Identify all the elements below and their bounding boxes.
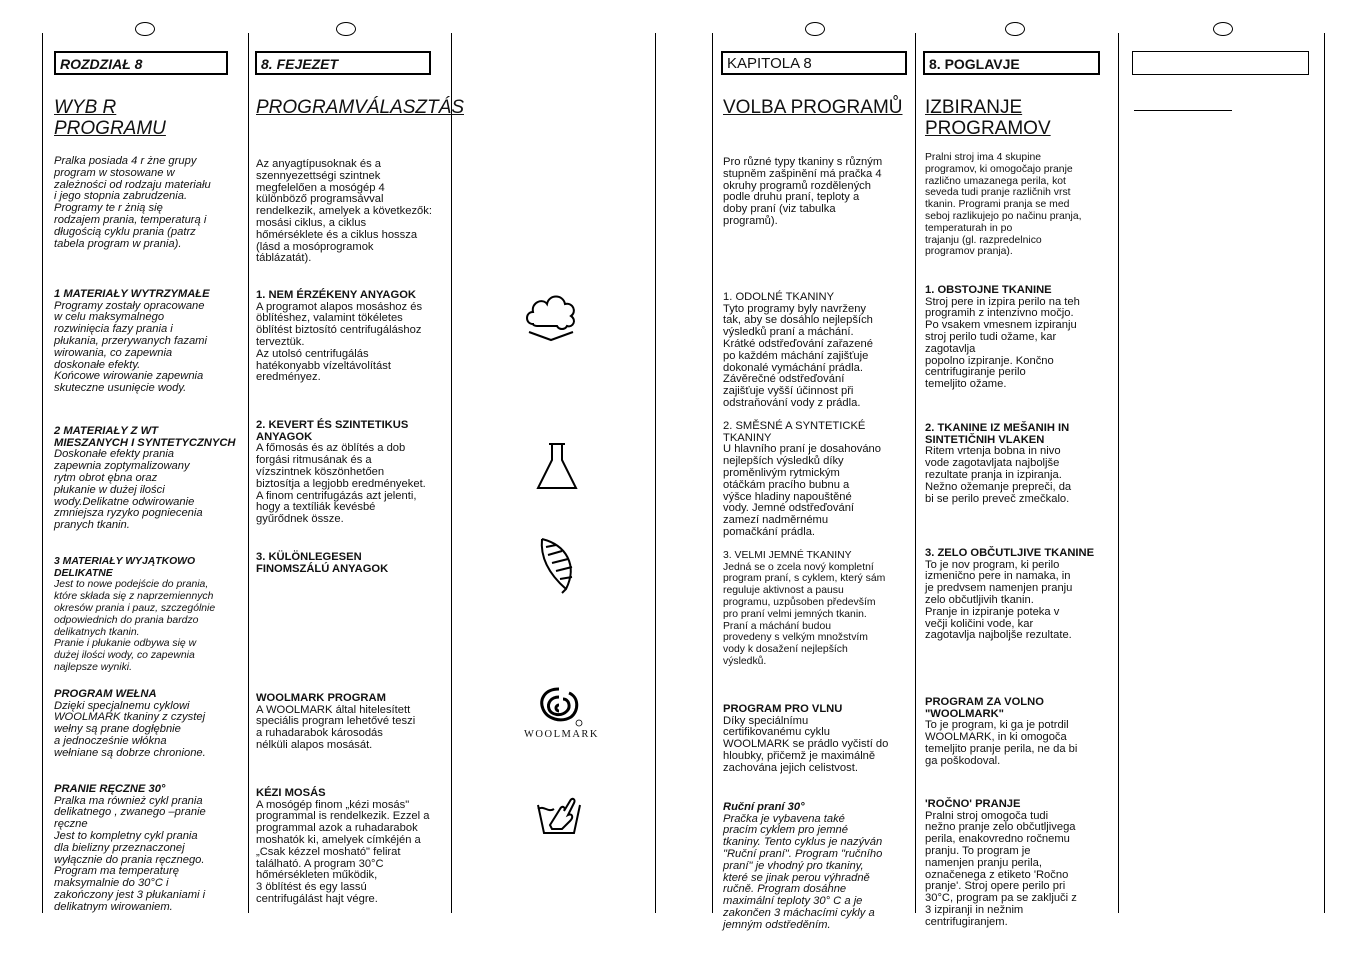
chapter-header-sl: 8. POGLAVJE	[923, 51, 1100, 75]
section-heading: 2. TKANINE IZ MEŠANIH IN SINTETIČNIH VLAKEN	[925, 421, 1070, 446]
section-heading: 3. VELMI JEMNÉ TKANINY	[723, 549, 852, 561]
wool-section-pl	[54, 677, 244, 760]
column-divider	[915, 33, 916, 913]
section-body: Pralni stroj omogoča tudi nežno pranje zelo občutljivega perila, enakovredno ročnemu pranju. To program je namenjen pranju perila, označenega z etiketo 'Ročno pranje'. Stroj opere perilo pri 30°C, program pa se zaključi z 3 izpiranji in nežnim centrifugiranjem.	[925, 809, 1077, 928]
section-3-cz	[723, 538, 911, 668]
section-body: Jedná se o zcela nový kompletní program praní, s cyklem, který sám reguluje aktivnost a pausu programu, uzpůsoben především pro praní velmi jemných tkanin. Praní a máchání budou provedeny s velkým množstvím vody k dosažení nejlepších výsledků.	[723, 561, 886, 667]
section-heading: 1 MATERIAŁY WYTRZYMAŁE	[54, 287, 210, 300]
column-divider	[248, 33, 249, 913]
section-2-cz	[723, 409, 911, 539]
section-heading: 3. ZELO OBČUTLJIVE TKANINE	[925, 546, 1095, 559]
column-divider	[712, 33, 713, 913]
section-body: A főmosás és az öblítés a dob forgási ritmusának és a vízszintnek köszönhetően biztosítja a legjobb eredményeket. A finom centrifugázás azt jelenti, hogy a textíliák kevésbé gyűrődnek össze.	[256, 442, 426, 526]
section-body: To je program, ki ga je potrdil WOOLMARK, in ki omogoča temeljito pranje perila, ne da bi ga poškodoval.	[925, 719, 1078, 767]
hand-wash-section-cz	[723, 790, 911, 932]
section-heading: 2. SMĚSNÉ A SYNTETICKÉ TKANINY	[723, 419, 866, 444]
section-1-sl	[925, 273, 1113, 391]
language-flag-circle	[1213, 22, 1233, 36]
section-title-hu: PROGRAMVÁLASZTÁS	[256, 97, 464, 118]
feather-icon	[536, 535, 580, 595]
section-1-pl	[54, 277, 244, 395]
section-body: Díky speciálnímu certifikovanému cyklu WOOLMARK se prádlo vyčistí do hloubky, přičemž je maximálně zachována jejich celistvost.	[723, 714, 889, 774]
section-body: To je nov program, ki perilo izmenično pere in namaka, in je predvsem namenjen pranju zelo občutljivih tkanin. Pranje in izpiranje poteka v večji količini vode, kar zagotavlja najboljše rezultate.	[925, 558, 1073, 642]
section-heading: 2 MATERIAŁY Z WT MIESZANYCH I SYNTETYCZNYCH	[54, 424, 236, 449]
section-heading: PRANIE RĘCZNE 30°	[54, 782, 166, 795]
woolmark-icon	[535, 685, 583, 727]
column-divider	[42, 33, 43, 913]
intro-text-cz: Pro různé typy tkaniny s různým stupněm zašpinění má pračka 4 okruhy programů rozdělených podle druhu praní, teploty a doby praní (viz tabulka programů).	[723, 156, 883, 227]
section-title-sl: IZBIRANJE PROGRAMOV	[925, 97, 1051, 139]
section-body: Dzięki specjalnemu cyklowi WOOLMARK tkaniny z czystej wełny są prane dogłębnie a jednocześnie włókna wełniane są dobrze chronione.	[54, 699, 206, 759]
chapter-header-hu: 8. FEJEZET	[255, 51, 431, 75]
section-heading: PROGRAM PRO VLNU	[723, 702, 843, 715]
section-3-sl	[925, 536, 1113, 642]
intro-text-sl: Pralni stroj ima 4 skupine programov, ki omogočajo pranje različno umazanega perila, kot seveda tudi pranje različnih vrst tkanin. Programi pranja se med seboj razlikujejo po načinu pranja, temperaturah in po trajanju (gl. razpredelnico programov pranja).	[925, 152, 1082, 258]
section-heading: 1. NEM ÉRZÉKENY ANYAGOK	[256, 288, 416, 301]
section-2-sl	[925, 411, 1113, 505]
intro-text-hu: Az anyagtípusoknak és a szennyezettségi szintnek megfelelően a mosógép 4 különböző programsávval rendelkezik, amelyek a következők: mosási ciklus, a ciklus hőmérséklete és a ciklus hossza (lásd a mosóprogramok táblázatát).	[256, 158, 432, 265]
language-flag-circle	[336, 22, 356, 36]
section-2-pl	[54, 414, 244, 532]
hand-wash-icon	[534, 795, 584, 839]
column-divider	[451, 33, 452, 913]
section-heading: PROGRAM ZA VOLNO "WOOLMARK"	[925, 695, 1044, 720]
hand-wash-section-pl	[54, 772, 244, 914]
language-flag-circle	[1005, 22, 1025, 36]
section-body: Pračka je vybavena také pracím cyklem pro jemné tkaniny. Tento cyklus je nazýván "Ruční praní". Program "ručního praní" je vhodný pro tkaniny, které se jinak perou výhradně ručně. Program dosáhne maximální teploty 30° C a je zakončen 3 máchacími cykly a jemným odstředěním.	[723, 812, 883, 931]
chapter-header-empty	[1132, 51, 1309, 75]
section-body: A programot alapos mosáshoz és öblítéshez, valamint tökéletes öblítést biztosító centrifugáláshoz terveztük. Az utolsó centrifugálás hatékonyabb vízeltávolítást eredményez.	[256, 300, 423, 384]
section-heading: 3 MATERIAŁY WYJĄTKOWO DELIKATNE	[54, 555, 196, 579]
section-body: Doskonałe efekty prania zapewnia zoptymalizowany rytm obrot ębna oraz płukanie w dużej ilości wody.Delikatne odwirowanie zmniejsza ryzyko pogniecenia pranych tkanin.	[54, 448, 203, 532]
section-heading: 1. ODOLNÉ TKANINY	[723, 290, 835, 303]
section-body: Tyto programy byly navrženy tak, aby se dosáhlo nejlepších výsledků praní a máchání. Krátké odstřeďování zařazené po každém máchání zajišťuje dokonalé vymáchání prádla. Závěrečné odstřeďování zajišťuje vyšší účinnost při odstraňování vody z prádla.	[723, 302, 873, 409]
section-heading: KÉZI MOSÁS	[256, 786, 326, 799]
wool-section-cz	[723, 692, 911, 775]
title-underline-empty	[1134, 110, 1232, 111]
hand-wash-section-sl	[925, 787, 1113, 929]
language-flag-circle	[805, 22, 825, 36]
section-heading: 3. KÜLÖNLEGESEN FINOMSZÁLÚ ANYAGOK	[256, 550, 389, 575]
section-3-pl	[54, 544, 244, 674]
section-body: Jest to nowe podejście do prania, które składa się z naprzemiennych okresów prania i pauz, szczególnie odpowiednich do prania bardzo delikatnych tkanin. Pranie i płukanie odbywa się w dużej ilości wody, co zapewnia najlepsze wyniki.	[54, 579, 216, 673]
section-1-hu	[256, 278, 448, 384]
hand-wash-section-hu	[256, 776, 448, 906]
section-body: Ritem vrtenja bobna in nivo vode zagotavljata najboljše rezultate pranja in izpiranja. Nežno ožemanje prepreči, da bi se perilo preveč zmečkalo.	[925, 445, 1072, 505]
section-heading: WOOLMARK PROGRAM	[256, 691, 386, 704]
section-body: A WOOLMARK által hitelesített speciális program lehetővé teszi a ruhadarabok károsodás nélküli alapos mosását.	[256, 703, 416, 751]
section-1-cz	[723, 280, 911, 410]
flask-icon	[534, 440, 580, 492]
section-3-hu	[256, 540, 448, 587]
section-body: Stroj pere in izpira perilo na teh programih z intenzivno močjo. Po vsakem vmesnem izpiranju stroj perilo tudi ožame, kar zagotavlja popolno izpiranje. Končno centrifugiranje perilo temeljito ožame.	[925, 295, 1080, 391]
cotton-cloud-icon	[523, 292, 579, 342]
wool-section-hu	[256, 681, 448, 752]
section-body: Programy zostały opracowane w celu maksymalnego rozwinięcia fazy prania i płukania, przerywanych fazami wirowania, co zapewnia doskonałe efekty. Końcowe wirowanie zapewnia skuteczne usunięcie wody.	[54, 299, 207, 395]
language-flag-circle	[135, 22, 155, 36]
section-title-cz: VOLBA PROGRAMŮ	[723, 97, 903, 118]
woolmark-label: WOOLMARK	[524, 729, 599, 740]
section-body: Pralka ma również cykl prania delikatnego , zwanego –pranie ręczne Jest to kompletny cykl prania dla bielizny przeznaczonej wyłącznie do prania ręcznego. Program ma temperaturę maksymalnie do 30°C i zakończony jest 3 płukaniami i delikatnym wirowaniem.	[54, 794, 206, 913]
wool-section-sl	[925, 685, 1113, 768]
intro-text-pl: Pralka posiada 4 r żne grupy program w stosowane w zależności od rodzaju materiału i jego stopnia zabrudzenia. Programy te r żnią się rodzajem prania, temperaturą i długością cyklu prania (patrz tabela program w prania).	[54, 155, 211, 250]
section-heading: Ruční praní 30°	[723, 800, 805, 813]
section-heading: 2. KEVERT ÉS SZINTETIKUS ANYAGOK	[256, 418, 409, 443]
chapter-header-pl: ROZDZIAŁ 8	[54, 51, 228, 75]
column-divider	[655, 33, 656, 913]
chapter-header-cz: KAPITOLA 8	[721, 51, 907, 75]
section-heading: PROGRAM WEŁNA	[54, 687, 157, 700]
section-body: U hlavního praní je dosahováno nejlepších výsledků díky proměnlivým rytmickým otáčkám pracího bubnu a výšce hladiny napouštěné vody. Jemné odstřeďování zamezí nadměrnému pomačkání prádla.	[723, 443, 881, 538]
section-2-hu	[256, 408, 448, 526]
section-heading: 1. OBSTOJNE TKANINE	[925, 283, 1052, 296]
column-divider	[1324, 33, 1325, 913]
section-title-pl: WYB R PROGRAMU	[54, 97, 166, 139]
section-heading: 'ROČNO' PRANJE	[925, 797, 1021, 810]
column-divider	[1118, 33, 1119, 913]
section-body: A mosógép finom „kézi mosás" programmal is rendelkezik. Ezzel a programmal azok a ruhadarabok moshatók ki, amelyek címkéjén a „Csak kézzel mosható" felirat található. A program 30°C hőmérsékleten működik, 3 öblítést és egy lassú centrifugálást hajt végre.	[256, 798, 430, 905]
